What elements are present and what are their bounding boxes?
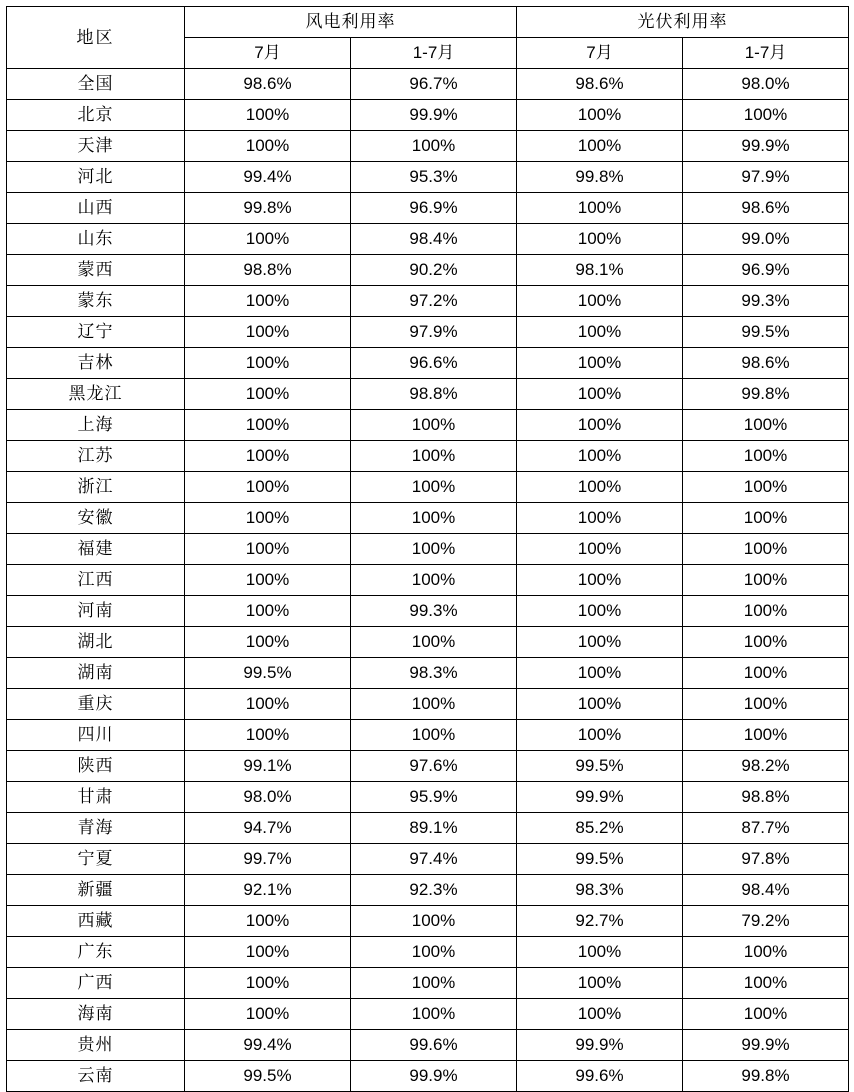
row-wind-july-value: 99.4%: [185, 162, 351, 193]
row-region-name: 河南: [7, 596, 185, 627]
row-wind-july-value: 100%: [185, 317, 351, 348]
row-pv-july-value: 92.7%: [517, 906, 683, 937]
row-pv-ytd-value: 79.2%: [683, 906, 849, 937]
row-pv-july-value: 100%: [517, 565, 683, 596]
row-region-name: 海南: [7, 999, 185, 1030]
row-region-name: 江苏: [7, 441, 185, 472]
row-pv-ytd-value: 100%: [683, 999, 849, 1030]
row-pv-ytd-value: 98.6%: [683, 193, 849, 224]
row-pv-ytd-value: 98.6%: [683, 348, 849, 379]
table-row: [7, 441, 849, 472]
row-wind-ytd-value: 100%: [351, 720, 517, 751]
row-region-name: 新疆: [7, 875, 185, 906]
row-wind-ytd-value: 100%: [351, 937, 517, 968]
row-pv-ytd-value: 100%: [683, 472, 849, 503]
row-wind-ytd-value: 97.9%: [351, 317, 517, 348]
row-pv-ytd-value: 100%: [683, 720, 849, 751]
row-pv-july-value: 100%: [517, 224, 683, 255]
table-row: [7, 999, 849, 1030]
row-wind-ytd-value: 99.9%: [351, 1061, 517, 1092]
row-pv-ytd-value: 97.9%: [683, 162, 849, 193]
table-row: [7, 534, 849, 565]
row-region-name: 宁夏: [7, 844, 185, 875]
row-wind-ytd-value: 100%: [351, 472, 517, 503]
row-wind-ytd-value: 99.6%: [351, 1030, 517, 1061]
row-pv-july-value: 100%: [517, 503, 683, 534]
row-pv-ytd-value: 97.8%: [683, 844, 849, 875]
row-pv-july-value: 100%: [517, 658, 683, 689]
row-region-name: 河北: [7, 162, 185, 193]
row-region-name: 蒙西: [7, 255, 185, 286]
table-row: [7, 689, 849, 720]
row-pv-ytd-value: 99.3%: [683, 286, 849, 317]
row-pv-july-value: 100%: [517, 689, 683, 720]
row-region-name: 贵州: [7, 1030, 185, 1061]
row-wind-july-value: 98.8%: [185, 255, 351, 286]
row-pv-july-value: 100%: [517, 286, 683, 317]
table-row: [7, 317, 849, 348]
row-pv-ytd-value: 99.5%: [683, 317, 849, 348]
row-wind-ytd-value: 89.1%: [351, 813, 517, 844]
row-pv-ytd-value: 100%: [683, 100, 849, 131]
row-pv-ytd-value: 98.8%: [683, 782, 849, 813]
row-region-name: 辽宁: [7, 317, 185, 348]
row-pv-july-value: 99.5%: [517, 844, 683, 875]
table-row: [7, 937, 849, 968]
table-row: [7, 906, 849, 937]
row-pv-july-value: 100%: [517, 100, 683, 131]
row-pv-ytd-value: 98.2%: [683, 751, 849, 782]
row-wind-july-value: 99.5%: [185, 658, 351, 689]
table-row: [7, 255, 849, 286]
row-pv-july-value: 98.3%: [517, 875, 683, 906]
row-pv-july-value: 100%: [517, 193, 683, 224]
row-pv-july-value: 100%: [517, 720, 683, 751]
table-row: [7, 751, 849, 782]
row-pv-july-value: 100%: [517, 937, 683, 968]
row-pv-ytd-value: 100%: [683, 658, 849, 689]
row-wind-july-value: 100%: [185, 689, 351, 720]
row-pv-july-value: 100%: [517, 472, 683, 503]
column-header-pv-ytd: 1-7月: [683, 38, 849, 69]
row-wind-july-value: 100%: [185, 379, 351, 410]
row-pv-ytd-value: 100%: [683, 968, 849, 999]
row-region-name: 陕西: [7, 751, 185, 782]
row-pv-july-value: 100%: [517, 317, 683, 348]
table-row: [7, 813, 849, 844]
row-wind-ytd-value: 100%: [351, 131, 517, 162]
row-wind-july-value: 99.5%: [185, 1061, 351, 1092]
row-pv-ytd-value: 99.8%: [683, 379, 849, 410]
table-body: [7, 69, 849, 1092]
table-row: [7, 69, 849, 100]
row-pv-ytd-value: 100%: [683, 503, 849, 534]
row-wind-july-value: 100%: [185, 906, 351, 937]
row-wind-ytd-value: 100%: [351, 565, 517, 596]
row-region-name: 北京: [7, 100, 185, 131]
row-wind-ytd-value: 100%: [351, 441, 517, 472]
row-region-name: 山东: [7, 224, 185, 255]
row-pv-july-value: 85.2%: [517, 813, 683, 844]
row-wind-july-value: 100%: [185, 503, 351, 534]
row-wind-july-value: 99.8%: [185, 193, 351, 224]
row-pv-ytd-value: 100%: [683, 565, 849, 596]
row-pv-ytd-value: 87.7%: [683, 813, 849, 844]
row-region-name: 西藏: [7, 906, 185, 937]
row-pv-july-value: 99.5%: [517, 751, 683, 782]
row-pv-ytd-value: 99.8%: [683, 1061, 849, 1092]
row-wind-ytd-value: 95.9%: [351, 782, 517, 813]
row-region-name: 黑龙江: [7, 379, 185, 410]
row-pv-ytd-value: 100%: [683, 627, 849, 658]
row-pv-july-value: 100%: [517, 348, 683, 379]
row-wind-ytd-value: 100%: [351, 410, 517, 441]
row-wind-ytd-value: 100%: [351, 906, 517, 937]
row-pv-july-value: 100%: [517, 441, 683, 472]
row-pv-ytd-value: 100%: [683, 534, 849, 565]
row-wind-july-value: 92.1%: [185, 875, 351, 906]
row-region-name: 浙江: [7, 472, 185, 503]
row-wind-july-value: 100%: [185, 472, 351, 503]
column-header-region: 地区: [7, 7, 185, 69]
row-wind-july-value: 100%: [185, 937, 351, 968]
row-pv-july-value: 100%: [517, 410, 683, 441]
table-row: [7, 565, 849, 596]
row-pv-july-value: 98.1%: [517, 255, 683, 286]
row-wind-ytd-value: 100%: [351, 968, 517, 999]
row-pv-july-value: 100%: [517, 999, 683, 1030]
row-pv-july-value: 99.8%: [517, 162, 683, 193]
table-row: [7, 968, 849, 999]
row-region-name: 蒙东: [7, 286, 185, 317]
row-wind-ytd-value: 98.3%: [351, 658, 517, 689]
row-region-name: 全国: [7, 69, 185, 100]
row-wind-july-value: 100%: [185, 596, 351, 627]
table-row: [7, 162, 849, 193]
table-row: [7, 410, 849, 441]
row-pv-ytd-value: 98.4%: [683, 875, 849, 906]
row-region-name: 湖南: [7, 658, 185, 689]
column-group-header-wind: 风电利用率: [185, 7, 517, 38]
row-wind-ytd-value: 98.8%: [351, 379, 517, 410]
table-row: [7, 596, 849, 627]
row-region-name: 天津: [7, 131, 185, 162]
row-wind-july-value: 100%: [185, 286, 351, 317]
row-wind-july-value: 100%: [185, 627, 351, 658]
row-wind-july-value: 100%: [185, 410, 351, 441]
row-wind-ytd-value: 96.9%: [351, 193, 517, 224]
row-region-name: 湖北: [7, 627, 185, 658]
row-pv-ytd-value: 99.9%: [683, 1030, 849, 1061]
column-header-wind-ytd: 1-7月: [351, 38, 517, 69]
row-pv-ytd-value: 99.9%: [683, 131, 849, 162]
row-wind-july-value: 100%: [185, 100, 351, 131]
table-row: [7, 658, 849, 689]
row-region-name: 上海: [7, 410, 185, 441]
row-pv-july-value: 99.9%: [517, 782, 683, 813]
row-pv-july-value: 100%: [517, 379, 683, 410]
row-wind-july-value: 99.1%: [185, 751, 351, 782]
row-pv-ytd-value: 99.0%: [683, 224, 849, 255]
row-wind-july-value: 100%: [185, 348, 351, 379]
row-region-name: 吉林: [7, 348, 185, 379]
row-wind-july-value: 99.4%: [185, 1030, 351, 1061]
row-wind-ytd-value: 92.3%: [351, 875, 517, 906]
row-pv-ytd-value: 100%: [683, 689, 849, 720]
row-region-name: 广西: [7, 968, 185, 999]
row-wind-july-value: 100%: [185, 565, 351, 596]
row-region-name: 山西: [7, 193, 185, 224]
row-pv-july-value: 98.6%: [517, 69, 683, 100]
row-wind-ytd-value: 100%: [351, 503, 517, 534]
row-wind-july-value: 100%: [185, 968, 351, 999]
row-pv-ytd-value: 100%: [683, 937, 849, 968]
row-wind-ytd-value: 96.6%: [351, 348, 517, 379]
row-wind-july-value: 99.7%: [185, 844, 351, 875]
row-wind-july-value: 100%: [185, 720, 351, 751]
row-pv-july-value: 100%: [517, 627, 683, 658]
row-pv-july-value: 100%: [517, 131, 683, 162]
column-group-header-pv: 光伏利用率: [517, 7, 849, 38]
row-pv-ytd-value: 100%: [683, 441, 849, 472]
row-wind-ytd-value: 97.4%: [351, 844, 517, 875]
utilization-rate-table: [6, 6, 849, 1092]
row-wind-ytd-value: 95.3%: [351, 162, 517, 193]
row-pv-ytd-value: 100%: [683, 410, 849, 441]
row-pv-july-value: 99.9%: [517, 1030, 683, 1061]
table-row: [7, 379, 849, 410]
table-row: [7, 844, 849, 875]
table-row: [7, 503, 849, 534]
table-row: [7, 1030, 849, 1061]
table-row: [7, 720, 849, 751]
row-region-name: 甘肃: [7, 782, 185, 813]
row-region-name: 云南: [7, 1061, 185, 1092]
table-row: [7, 193, 849, 224]
row-region-name: 安徽: [7, 503, 185, 534]
column-header-wind-july: 7月: [185, 38, 351, 69]
row-pv-july-value: 100%: [517, 534, 683, 565]
row-wind-ytd-value: 100%: [351, 689, 517, 720]
row-pv-ytd-value: 100%: [683, 596, 849, 627]
row-region-name: 福建: [7, 534, 185, 565]
row-wind-ytd-value: 90.2%: [351, 255, 517, 286]
row-wind-july-value: 98.6%: [185, 69, 351, 100]
table-row: [7, 131, 849, 162]
row-wind-ytd-value: 100%: [351, 627, 517, 658]
table-row: [7, 627, 849, 658]
row-wind-july-value: 100%: [185, 999, 351, 1030]
row-wind-ytd-value: 96.7%: [351, 69, 517, 100]
row-region-name: 广东: [7, 937, 185, 968]
table-row: [7, 286, 849, 317]
row-region-name: 四川: [7, 720, 185, 751]
row-wind-ytd-value: 99.3%: [351, 596, 517, 627]
table-row: [7, 224, 849, 255]
row-region-name: 江西: [7, 565, 185, 596]
row-wind-ytd-value: 97.6%: [351, 751, 517, 782]
table-header: [7, 7, 849, 69]
row-wind-july-value: 98.0%: [185, 782, 351, 813]
row-pv-july-value: 100%: [517, 596, 683, 627]
row-pv-ytd-value: 96.9%: [683, 255, 849, 286]
row-wind-ytd-value: 99.9%: [351, 100, 517, 131]
row-region-name: 重庆: [7, 689, 185, 720]
row-wind-july-value: 100%: [185, 131, 351, 162]
row-wind-july-value: 100%: [185, 224, 351, 255]
row-pv-ytd-value: 98.0%: [683, 69, 849, 100]
row-pv-july-value: 100%: [517, 968, 683, 999]
table-row: [7, 348, 849, 379]
row-wind-july-value: 100%: [185, 534, 351, 565]
row-wind-ytd-value: 98.4%: [351, 224, 517, 255]
row-region-name: 青海: [7, 813, 185, 844]
table-row: [7, 1061, 849, 1092]
row-pv-july-value: 99.6%: [517, 1061, 683, 1092]
row-wind-july-value: 94.7%: [185, 813, 351, 844]
table-row: [7, 782, 849, 813]
row-wind-ytd-value: 97.2%: [351, 286, 517, 317]
row-wind-ytd-value: 100%: [351, 999, 517, 1030]
table-row: [7, 100, 849, 131]
table-row: [7, 875, 849, 906]
column-header-pv-july: 7月: [517, 38, 683, 69]
table-header-row-groups: [7, 7, 849, 38]
row-wind-july-value: 100%: [185, 441, 351, 472]
table-row: [7, 472, 849, 503]
row-wind-ytd-value: 100%: [351, 534, 517, 565]
